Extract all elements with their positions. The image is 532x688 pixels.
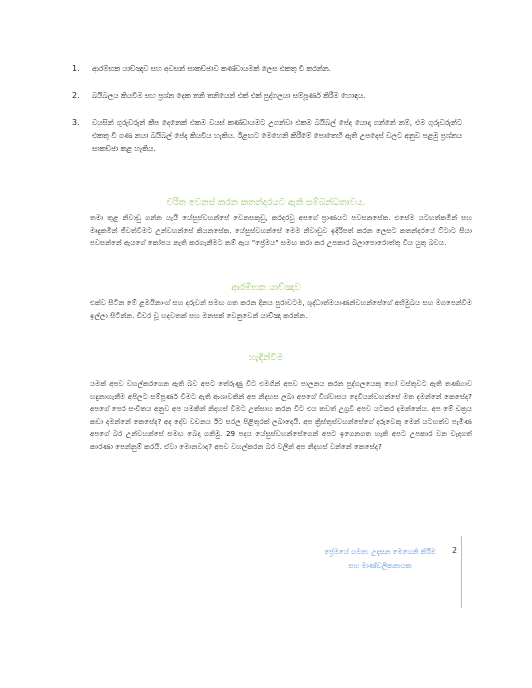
list-item — [72, 89, 462, 102]
introduction-paragraph: යමක් අපව වහල්කරගෙන ඇති බව අපට තේරුණු විට එමගින් අපව පාලනය කරන පුද්ගලයෙකු හෝ වස්තුවට ඇති තණ්හාව හදුනාගැනීම අපිලට සම්පූර්ණ වීමට ඇති ආශාවකින් අප නිදහස ලබා අපගේ විශ්වාසය දෙවියන්වහන්සේ මත දමන්නේ කෙසේද? අපගේ පෙර සංචිතය අනුව අප යමකින් නිදහස් වීමට උත්සාහ කරන විට එය තවත් උග්‍රවී අපව යටකර දමන්නේය. අප මේ චක්‍රය කඩා දමන්නේ කෙසේද? අද දේව වචනය ඊට සරල පිළිතුරක් ලබාදෙයි. අප ක්‍රිස්තුස්වහන්සේගේ දරුවෙකු මෙන් යටහත්ව පැමිණ අපගේ බර උන්වහන්සේ සමඟ බෙදා ගනිමු. 29 පදය යේසුස්වහන්සේගෙන් අපට ඉගෙනගත හැකි අපට උපකාර වන වැදගත් කාරණා පෙන්නුම් කරයි. ඒවා මොනවාද? අපව වහල්කරන බර වලින් අප නිදහස් වන්නේ කෙසේද? — [90, 379, 472, 451]
instruction-list — [72, 62, 462, 169]
footer-title — [310, 545, 450, 573]
list-item — [72, 116, 462, 155]
list-text: ආරම්භක යාච්ඤාව සහ අවසන් සාකච්ඡාව කණ්ඩායමක් ලෙස එකතු වී කරන්න. — [92, 64, 331, 73]
list-item — [72, 62, 462, 75]
introduction-heading: හැඳින්වීම — [248, 353, 284, 363]
list-number: 3. — [72, 118, 80, 127]
list-text: වයසින් ගුරුවරුන් කීප දෙනෙක් එකම වයස් කණ්ඩායමට උගන්වා එකම බයිබල් පේද යොදා ගන්නේ නම්, එම ගුරුවරුන්ට එකතු වී ගණ නයා බයිබල් පේද කියවිය හැකිය. ඊළඟට මෙහෙනි කිරීමේ පොතෙහි ඇති උපදෙස් වලට අනුව පළමු ප්‍රශ්නය සාකච්ඡා කළ හැකිය. — [92, 118, 462, 153]
footer-divider — [461, 536, 462, 608]
list-text: බයිබලය කියවීම සහ ප්‍රශ්න දෙක තනි තනියෙන් එක් එක් පුද්ගලයා සම්පූර්ණ කිරීම හොඳය. — [92, 91, 366, 100]
list-number: 2. — [72, 91, 80, 100]
footer-line-2: සහ මාණ්ඩලිකනායක — [348, 562, 412, 570]
footer-line-1: ප්‍රේමයේ ගමන: උදැසන මෙහෙනි කිරීම — [324, 548, 436, 556]
opening-prayer-paragraph: එක්ව සිටින මේ ළමයිනාංග් සහ දරුවන් සමඟ ගත කරන දිනය පුරාවටම, ශුද්ධාත්මයාණන්වහන්සේගේ අභිමුඛය සහ මගපෙන්වීම ඉල්ලා සිටින්න. චිවර වූ හදවතක් සහ මනසක් වෙනුවෙන් යාච්ඤා කරන්න. — [90, 298, 472, 320]
opening-prayer-heading: ආරම්භක යාච්ඤාව — [231, 283, 301, 293]
list-number: 1. — [72, 64, 80, 73]
page-number: 2 — [452, 546, 458, 555]
section-paragraph: තමා තුළ නිවාඩු ගන්න යැයි යේසුස්වහන්සේ වෙනසකුඩු, කරදරවු අපගේ ප්‍රාණයට පවසනසේක. එසේම යටහත්කමින් සහ මෘදුකමින් ජීවත්වීමට උන්වහන්සේ කියනසේක. යේසුස්වහන්සේ මෙම නිවාඩුව ඉදිරිපත් කරන ලෙසට කතන්දරයේ ට්ටාට සියා පවසන්නේ ඇයගේ කෝපය නැති කරගැනීමට නම් ඇය "ප්‍රේමය" සමඟ කරා කර උපකාර බලාපොරොත්තු විය යුතු බවය. — [90, 213, 472, 247]
section-heading: චරිත වෙනස් කරන කතන්දරයට ඇති සම්බන්ධතාවය. — [166, 198, 366, 208]
